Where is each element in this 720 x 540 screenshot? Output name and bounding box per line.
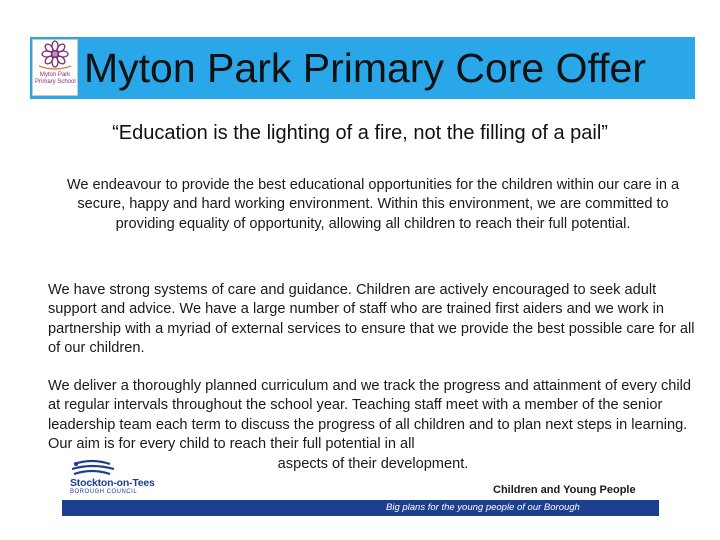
footer-tagline: Big plans for the young people of our Borough xyxy=(386,502,580,513)
paragraph-curriculum-main: We deliver a thoroughly planned curriculum and we track the progress and attainment of every child at regular intervals throughout the school year. Teaching staff meet with a member of the senior leadership team each term to discuss the progress of all children and to plan next steps in learning. Our aim is for every child to reach their full potential in all xyxy=(48,378,692,453)
paragraph-care: We have strong systems of care and guidance. Children are actively encouraged to seek adult support and advice. We have a large number of staff who are trained first aiders and we work in partnership with a myriad of external services to ensure that we provide the best possible care for all of our children. xyxy=(48,282,695,357)
school-crest-flower-icon xyxy=(33,40,77,72)
council-subtitle: BOROUGH COUNCIL xyxy=(70,489,138,495)
page-title: Myton Park Primary Core Offer xyxy=(84,45,646,91)
school-logo xyxy=(32,39,78,96)
paragraph-ethos: We endeavour to provide the best educational opportunities for the children within our care in a secure, happy and hard working environment. Within this environment, we are committed to providing equality of opportunity, allowing all children to reach their full potential. xyxy=(66,177,680,232)
paragraph-curriculum-last: aspects of their development. xyxy=(277,455,469,472)
logo-text-line1: Myton Park xyxy=(39,72,71,78)
logo-text-line2: Primary School xyxy=(35,79,76,85)
quote: “Education is the lighting of a fire, not the filling of a pail” xyxy=(112,122,608,144)
department-name: Children and Young People xyxy=(493,484,636,496)
council-name: Stockton-on-Tees xyxy=(70,477,155,489)
